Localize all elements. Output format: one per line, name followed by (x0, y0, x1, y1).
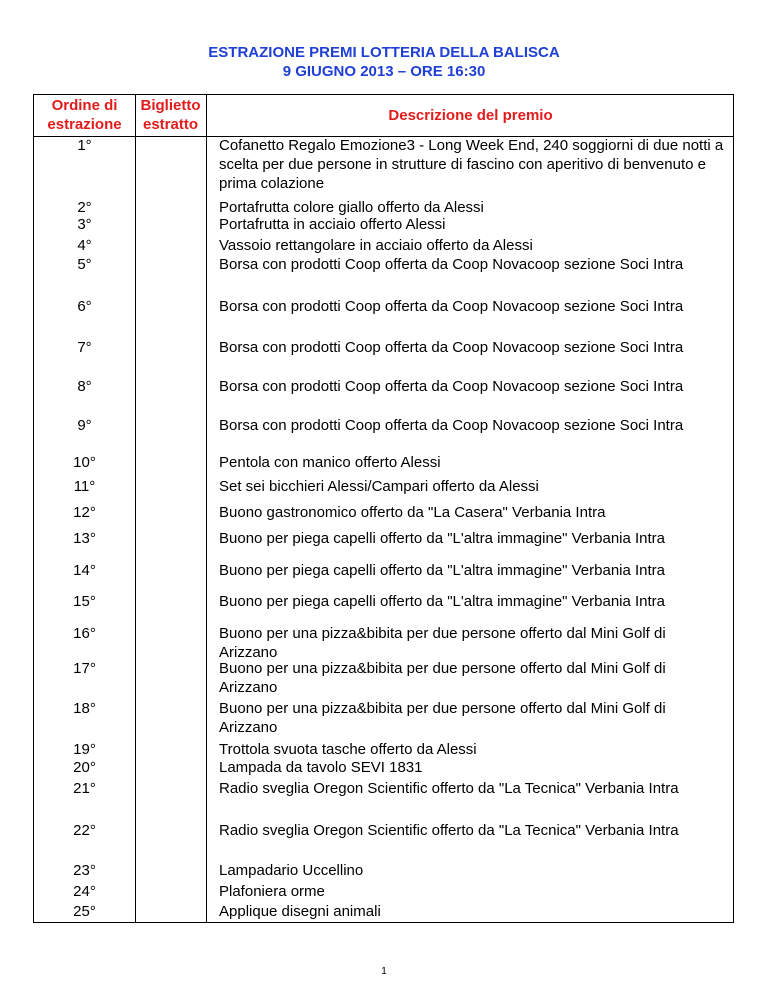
header-order (34, 96, 135, 134)
prize-description: Pentola con manico offerto Alessi (219, 454, 441, 471)
prize-order: 2° (77, 199, 92, 216)
prize-order: 10° (73, 454, 96, 471)
prize-order: 14° (73, 562, 96, 579)
prize-order: 21° (73, 780, 96, 797)
prize-order: 6° (77, 298, 92, 315)
prize-description: Portafrutta colore giallo offerto da Alessi (219, 199, 484, 216)
header-order-line1: Ordine di (51, 97, 118, 114)
prize-description: Buono per una pizza&bibita per due persone offerto dal Mini Golf di Arizzano (219, 700, 666, 736)
prize-description: Buono per una pizza&bibita per due persone offerto dal Mini Golf di Arizzano (219, 625, 666, 661)
prize-order: 16° (73, 625, 96, 642)
prize-description: Radio sveglia Oregon Scientific offerto da "La Tecnica" Verbania Intra (219, 822, 679, 839)
prize-order: 5° (77, 256, 92, 273)
page-number: 1 (381, 966, 387, 977)
prize-description: Applique disegni animali (219, 903, 381, 920)
prize-order: 13° (73, 530, 96, 547)
prize-order: 11° (73, 478, 96, 495)
prize-order: 18° (73, 700, 96, 717)
prize-order: 9° (77, 417, 92, 434)
prize-order: 12° (73, 504, 96, 521)
prize-description: Borsa con prodotti Coop offerta da Coop Novacoop sezione Soci Intra (219, 378, 684, 395)
prize-description: Trottola svuota tasche offerto da Alessi (219, 741, 477, 758)
prize-table (33, 94, 734, 923)
header-ticket (135, 96, 206, 134)
header-ticket-line1: Biglietto (140, 97, 201, 114)
prize-order: 15° (73, 593, 96, 610)
prize-order: 1° (77, 137, 92, 154)
prize-order: 3° (77, 216, 92, 233)
prize-description: Buono per piega capelli offerto da "L'altra immagine" Verbania Intra (219, 562, 666, 579)
prize-description: Borsa con prodotti Coop offerta da Coop Novacoop sezione Soci Intra (219, 417, 684, 434)
prize-order: 19° (73, 741, 96, 758)
prize-description: Portafrutta in acciaio offerto Alessi (219, 216, 446, 233)
prize-description: Buono gastronomico offerto da "La Casera" Verbania Intra (219, 504, 606, 521)
prize-description: Vassoio rettangolare in acciaio offerto da Alessi (219, 237, 533, 254)
prize-description: Lampada da tavolo SEVI 1831 (219, 759, 423, 776)
prize-description: Set sei bicchieri Alessi/Campari offerto da Alessi (219, 478, 539, 495)
prize-order: 4° (77, 237, 92, 254)
prize-description: Borsa con prodotti Coop offerta da Coop Novacoop sezione Soci Intra (219, 298, 684, 315)
prize-order: 7° (77, 339, 92, 356)
prize-description: Borsa con prodotti Coop offerta da Coop Novacoop sezione Soci Intra (219, 256, 684, 273)
prize-description: Plafoniera orme (219, 883, 325, 900)
prize-description: Borsa con prodotti Coop offerta da Coop Novacoop sezione Soci Intra (219, 339, 684, 356)
prize-order: 24° (73, 883, 96, 900)
prize-description: Buono per piega capelli offerto da "L'altra immagine" Verbania Intra (219, 530, 666, 547)
prize-description: Cofanetto Regalo Emozione3 - Long Week End, 240 soggiorni di due notti a scelta per due persone in strutture di fascino con aperitivo di benvenuto e prima colazione (219, 137, 724, 192)
prize-description: Radio sveglia Oregon Scientific offerto da "La Tecnica" Verbania Intra (219, 780, 679, 797)
prize-order: 17° (73, 660, 96, 677)
prize-order: 25° (73, 903, 96, 920)
prize-description: Lampadario Uccellino (219, 862, 364, 879)
prize-order: 23° (73, 862, 96, 879)
prize-order: 8° (77, 378, 92, 395)
column-divider (206, 95, 207, 922)
header-order-line2: estrazione (47, 116, 122, 133)
document-title: ESTRAZIONE PREMI LOTTERIA DELLA BALISCA (208, 44, 560, 61)
prize-description: Buono per piega capelli offerto da "L'altra immagine" Verbania Intra (219, 593, 666, 610)
header-ticket-line2: estratto (142, 116, 198, 133)
prize-order: 22° (73, 822, 96, 839)
document-subtitle-date: 9 GIUGNO 2013 – ORE 16:30 (282, 63, 486, 80)
prize-order: 20° (73, 759, 96, 776)
header-description: Descrizione del premio (388, 107, 553, 124)
column-divider (135, 95, 136, 922)
prize-description: Buono per una pizza&bibita per due persone offerto dal Mini Golf di Arizzano (219, 660, 666, 696)
